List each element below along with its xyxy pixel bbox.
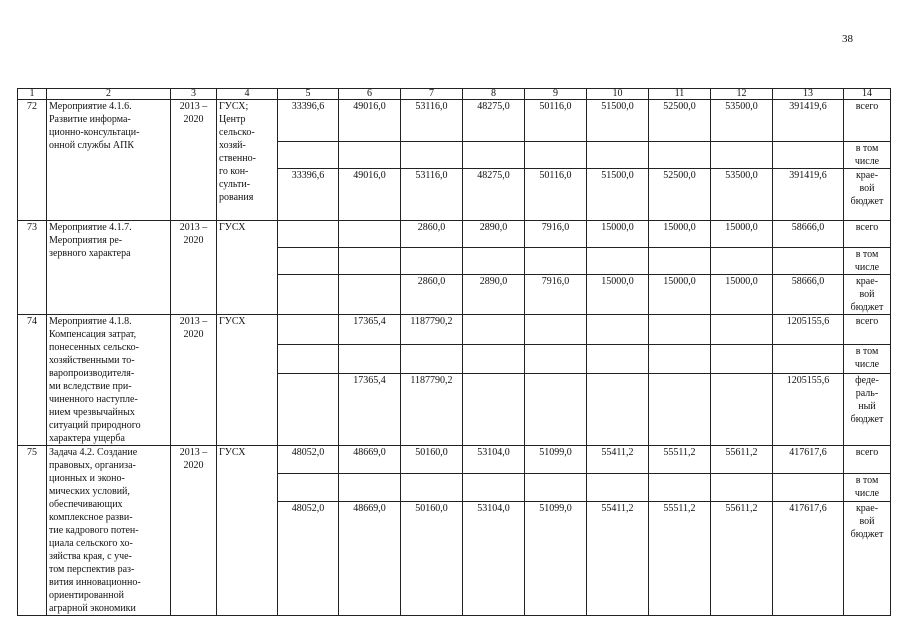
amount-cell [711,374,773,446]
funding-source [844,100,891,142]
amount-cell [278,142,339,169]
amount-cell: 15000,0 [649,221,711,248]
activity-name-line: ционно-консультаци- [49,127,140,138]
amount-cell: 48275,0 [463,169,525,221]
funding-source-line: крае- [855,502,879,514]
funding-source-line: вой [859,183,875,194]
amount-cell [339,221,401,248]
table-row [18,221,891,248]
activity-name-line: характера ущерба [49,433,125,444]
period-cell [171,315,217,446]
column-header: 1 [18,89,47,100]
budget-table [17,88,891,616]
funding-source-line: в том [855,474,879,486]
agency-cell [217,315,278,446]
activity-name-line: ситуаций природного [49,420,141,431]
activity-name-line: Развитие информа- [49,114,131,125]
amount-cell [525,344,587,374]
amount-cell [525,473,587,501]
table-row [18,446,891,474]
amount-cell: 48669,0 [339,446,401,474]
amount-cell: 51500,0 [587,169,649,221]
activity-name-line: том перспектив раз- [49,564,135,575]
amount-cell: 15000,0 [649,275,711,315]
agency-line: ГУСХ; [219,101,249,112]
amount-cell [649,473,711,501]
period-line: 2020 [183,460,204,471]
activity-name-line: зервного характера [49,248,131,259]
row-number: 72 [18,100,47,221]
funding-source [844,169,891,221]
amount-cell [711,344,773,374]
amount-cell [587,374,649,446]
amount-cell: 55611,2 [711,501,773,615]
amount-cell: 53500,0 [711,100,773,142]
period-line: 2020 [183,235,204,246]
amount-cell: 15000,0 [587,221,649,248]
amount-cell: 1187790,2 [401,315,463,345]
activity-name-line: варопроизводителя- [49,368,135,379]
funding-source-line: бюджет [850,528,884,540]
activity-name [47,221,171,315]
funding-source [844,344,891,374]
activity-name-line: обеспечивающих [49,499,123,510]
amount-cell [401,473,463,501]
funding-source-line: ный [858,401,876,413]
funding-source-line: всего [855,222,879,233]
amount-cell [649,142,711,169]
activity-name-line: мических условий, [49,486,130,497]
period-line: 2013 – [179,316,208,327]
activity-name-line: Мероприятие 4.1.6. [49,101,132,112]
amount-cell [278,473,339,501]
agency-line: Центр [219,114,246,125]
agency-cell [217,221,278,315]
amount-cell: 55411,2 [587,501,649,615]
amount-cell: 48052,0 [278,446,339,474]
amount-cell: 33396,6 [278,169,339,221]
amount-cell [649,315,711,345]
activity-name-line: Мероприятие 4.1.7. [49,222,132,233]
amount-cell: 15000,0 [587,275,649,315]
funding-source [844,473,891,501]
funding-source-line: в том [855,249,879,260]
amount-cell [773,344,844,374]
amount-cell: 58666,0 [773,275,844,315]
amount-cell [339,275,401,315]
amount-cell: 391419,6 [773,100,844,142]
table-row [18,100,891,142]
activity-name [47,315,171,446]
amount-cell: 48669,0 [339,501,401,615]
amount-cell [401,248,463,275]
agency-line: ГУСХ [219,447,246,458]
period-line: 2020 [183,329,204,340]
amount-cell [463,142,525,169]
amount-cell: 58666,0 [773,221,844,248]
amount-cell [587,248,649,275]
funding-source [844,501,891,615]
funding-source-line: числе [854,262,880,273]
activity-name-line: онной службы АПК [49,140,135,151]
funding-source-line: всего [855,316,879,327]
agency-line: ГУСХ [219,222,246,233]
amount-cell: 53104,0 [463,446,525,474]
activity-name-line: правовых, организа- [49,460,136,471]
agency-line: го кон- [219,166,249,177]
amount-cell: 55511,2 [649,446,711,474]
activity-name-line: ориентированной [49,590,124,601]
amount-cell: 55511,2 [649,501,711,615]
amount-cell [649,374,711,446]
amount-cell [649,248,711,275]
amount-cell: 1187790,2 [401,374,463,446]
amount-cell: 2890,0 [463,275,525,315]
amount-cell [773,473,844,501]
agency-line: ГУСХ [219,316,246,327]
amount-cell: 51099,0 [525,446,587,474]
amount-cell [278,275,339,315]
activity-name-line: тие кадрового потен- [49,525,139,536]
amount-cell [773,248,844,275]
amount-cell: 53500,0 [711,169,773,221]
funding-source-line: вой [859,515,875,527]
period-line: 2013 – [179,101,208,112]
amount-cell [587,315,649,345]
amount-cell: 51099,0 [525,501,587,615]
column-header: 9 [525,89,587,100]
activity-name-line: ционных и эконо- [49,473,125,484]
activity-name-line: Задача 4.2. Создание [49,447,138,458]
period-cell [171,446,217,616]
column-header: 5 [278,89,339,100]
period-cell [171,100,217,221]
activity-name [47,100,171,221]
amount-cell: 52500,0 [649,100,711,142]
column-header: 12 [711,89,773,100]
amount-cell [278,221,339,248]
funding-source-line: всего [855,101,879,112]
amount-cell [339,473,401,501]
funding-source-line: числе [854,156,880,167]
activity-name-line: ми вследствие при- [49,381,132,392]
amount-cell [339,344,401,374]
funding-source [844,221,891,248]
amount-cell [463,344,525,374]
table-row [18,315,891,345]
amount-cell: 49016,0 [339,100,401,142]
agency-line: ственно- [219,153,256,164]
amount-cell [773,142,844,169]
amount-cell: 1205155,6 [773,374,844,446]
funding-source [844,248,891,275]
activity-name [47,446,171,616]
funding-source [844,275,891,315]
amount-cell: 53116,0 [401,169,463,221]
activity-name-line: вития инновационно- [49,577,141,588]
amount-cell: 7916,0 [525,275,587,315]
table-body [18,89,891,616]
funding-source-line: раль- [855,388,879,400]
amount-cell: 50116,0 [525,100,587,142]
amount-cell: 52500,0 [649,169,711,221]
activity-name-line: Мероприятие 4.1.8. [49,316,132,327]
amount-cell [278,315,339,345]
amount-cell [525,248,587,275]
agency-line: хозяй- [219,140,246,151]
amount-cell [525,315,587,345]
amount-cell: 17365,4 [339,315,401,345]
amount-cell: 48052,0 [278,501,339,615]
agency-cell [217,446,278,616]
amount-cell [463,374,525,446]
column-header: 8 [463,89,525,100]
amount-cell: 55611,2 [711,446,773,474]
activity-name-line: чиненного наступле- [49,394,138,405]
amount-cell: 417617,6 [773,501,844,615]
amount-cell: 50160,0 [401,501,463,615]
amount-cell [278,374,339,446]
amount-cell [587,344,649,374]
column-header: 3 [171,89,217,100]
amount-cell: 2860,0 [401,221,463,248]
column-header: 7 [401,89,463,100]
amount-cell [711,315,773,345]
funding-source-line: в том [855,345,879,357]
agency-cell [217,100,278,221]
amount-cell: 2890,0 [463,221,525,248]
funding-source [844,142,891,169]
funding-source [844,374,891,446]
column-header: 10 [587,89,649,100]
row-number: 75 [18,446,47,616]
funding-source-line: бюджет [850,414,884,426]
agency-line: рования [219,192,254,203]
funding-source-line: крае- [855,276,879,287]
period-line: 2020 [183,114,204,125]
amount-cell [525,374,587,446]
period-line: 2013 – [179,447,208,458]
activity-name-line: понесенных сельско- [49,342,139,353]
funding-source [844,315,891,345]
amount-cell: 51500,0 [587,100,649,142]
amount-cell: 49016,0 [339,169,401,221]
page-number: 38 [842,33,853,45]
header-row [18,89,891,100]
amount-cell: 48275,0 [463,100,525,142]
amount-cell [463,315,525,345]
activity-name-line: комплексное разви- [49,512,133,523]
amount-cell: 53116,0 [401,100,463,142]
period-cell [171,221,217,315]
row-number: 73 [18,221,47,315]
amount-cell [711,142,773,169]
period-line: 2013 – [179,222,208,233]
funding-source-line: всего [855,447,879,458]
amount-cell: 53104,0 [463,501,525,615]
amount-cell: 50160,0 [401,446,463,474]
funding-source-line: числе [854,358,880,370]
funding-source-line: бюджет [850,196,884,207]
amount-cell: 15000,0 [711,275,773,315]
amount-cell [278,248,339,275]
amount-cell [339,142,401,169]
column-header: 4 [217,89,278,100]
amount-cell: 391419,6 [773,169,844,221]
activity-name-line: хозяйственными то- [49,355,135,366]
amount-cell: 50116,0 [525,169,587,221]
funding-source-line: феде- [855,375,879,387]
amount-cell: 7916,0 [525,221,587,248]
amount-cell: 33396,6 [278,100,339,142]
activity-name-line: зяйства края, с уче- [49,551,132,562]
funding-source-line: бюджет [850,302,884,313]
amount-cell [525,142,587,169]
column-header: 2 [47,89,171,100]
column-header: 6 [339,89,401,100]
amount-cell: 55411,2 [587,446,649,474]
amount-cell [711,248,773,275]
activity-name-line: циала сельского хо- [49,538,133,549]
amount-cell: 15000,0 [711,221,773,248]
amount-cell [401,344,463,374]
funding-source-line: вой [859,289,875,300]
amount-cell: 417617,6 [773,446,844,474]
agency-line: сульти- [219,179,251,190]
funding-source-line: в том [855,143,879,154]
amount-cell [463,473,525,501]
activity-name-line: Мероприятия ре- [49,235,123,246]
amount-cell: 2860,0 [401,275,463,315]
agency-line: сельско- [219,127,255,138]
amount-cell: 17365,4 [339,374,401,446]
activity-name-line: Компенсация затрат, [49,329,137,340]
amount-cell [587,473,649,501]
amount-cell [649,344,711,374]
activity-name-line: нием чрезвычайных [49,407,135,418]
amount-cell [711,473,773,501]
row-number: 74 [18,315,47,446]
column-header: 13 [773,89,844,100]
column-header: 11 [649,89,711,100]
amount-cell: 1205155,6 [773,315,844,345]
amount-cell [401,142,463,169]
column-header: 14 [844,89,891,100]
activity-name-line: аграрной экономики [49,603,136,614]
amount-cell [339,248,401,275]
funding-source-line: числе [854,487,880,499]
funding-source [844,446,891,474]
amount-cell [278,344,339,374]
amount-cell [463,248,525,275]
funding-source-line: крае- [855,170,879,181]
amount-cell [587,142,649,169]
